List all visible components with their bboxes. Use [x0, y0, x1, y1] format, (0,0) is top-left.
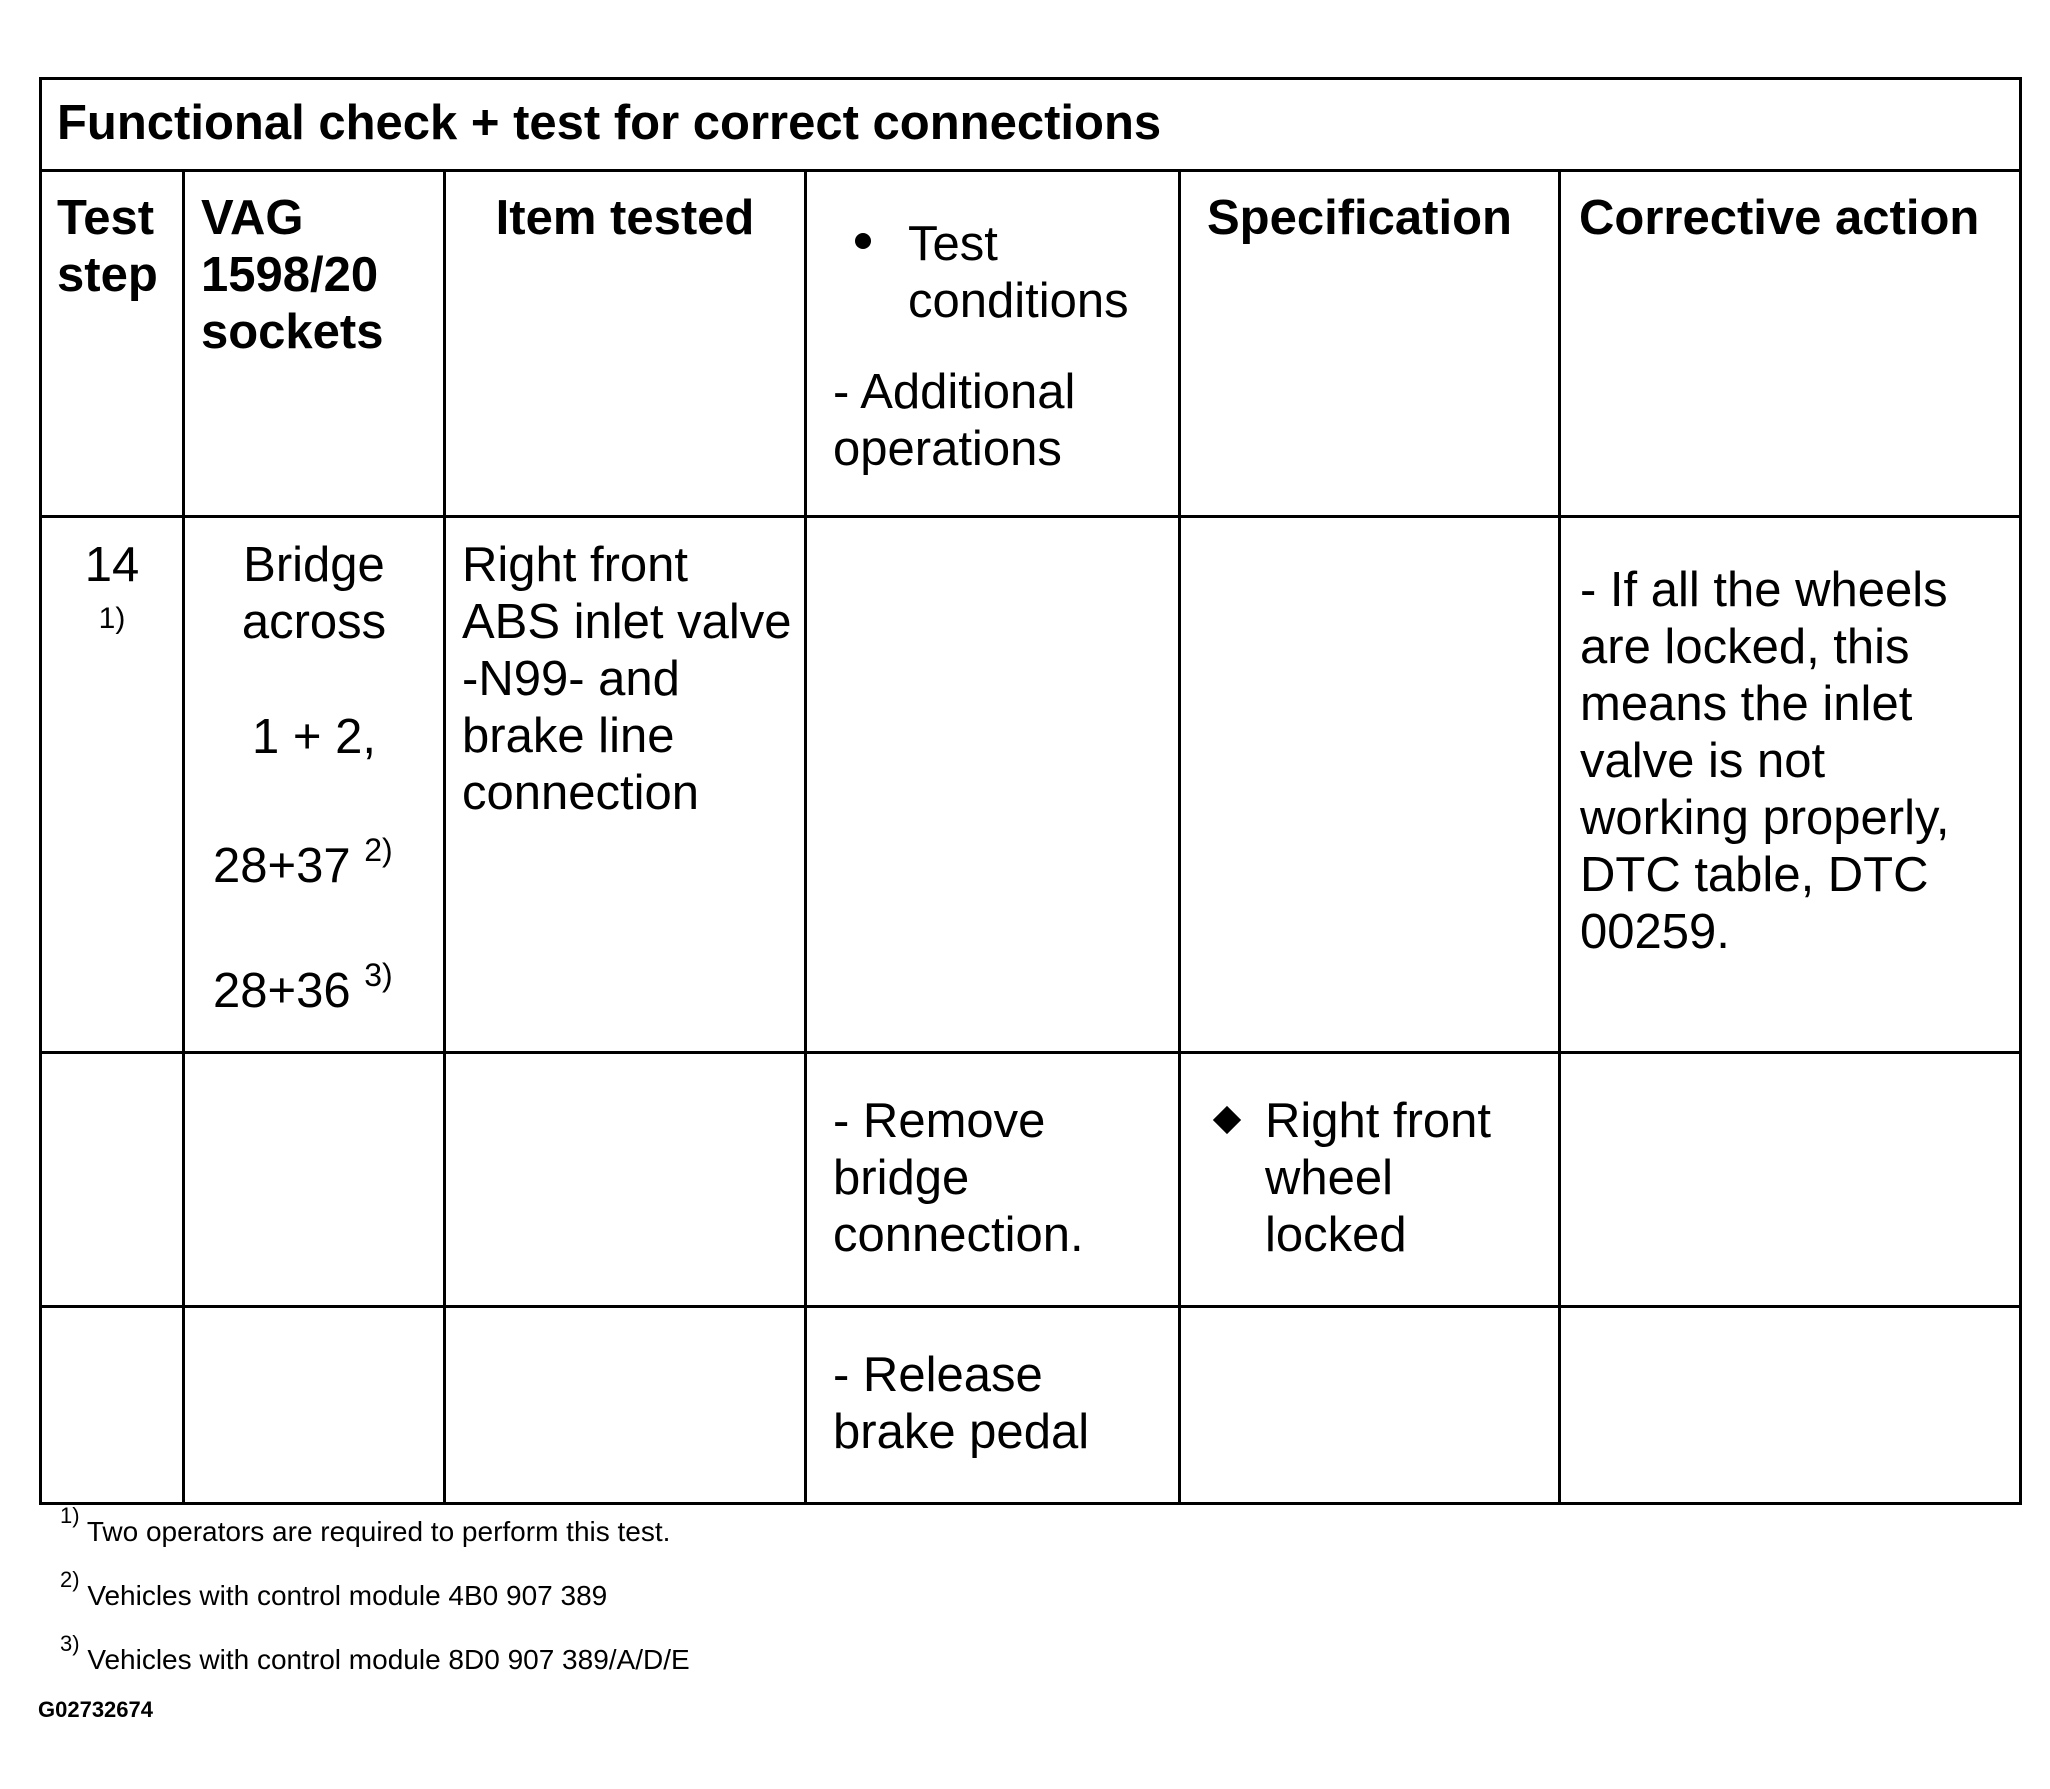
row-divider	[39, 1305, 2022, 1308]
row-divider	[39, 1051, 2022, 1054]
test-step-number: 14	[84, 538, 140, 592]
column-divider	[443, 169, 446, 1505]
header-item-tested: Item tested	[495, 191, 755, 245]
additional-operation-remove-bridge: - Remove bridge connection.	[833, 1094, 1084, 1262]
column-divider	[804, 169, 807, 1505]
test-step-footnote-mark: 1)	[98, 602, 126, 635]
footnote: $^{2)}$ Vehicles with control module 4B0 907 389	[60, 1566, 608, 1611]
corrective-action-text: - If all the wheels are locked, this means the inlet valve is not working properly, DTC table, DTC 00259.	[1580, 563, 1950, 959]
column-divider	[1558, 169, 1561, 1505]
header-divider	[39, 515, 2022, 518]
footnote: $^{3)}$ Vehicles with control module 8D0 907 389/A/D/E	[60, 1630, 690, 1675]
header-test-conditions: Test conditions	[908, 217, 1129, 328]
title-divider	[39, 169, 2022, 172]
sockets-pair-variant: 28+37 $^{2)}$	[213, 831, 393, 893]
item-tested-description: Right front ABS inlet valve -N99- and brake line connection	[462, 538, 792, 820]
header-corrective-action: Corrective action	[1579, 191, 1980, 245]
header-test-step: Test step	[57, 191, 158, 302]
bullet-dot-icon	[855, 233, 871, 249]
column-divider	[182, 169, 185, 1505]
header-specification: Specification	[1207, 191, 1512, 245]
column-divider	[1178, 169, 1181, 1505]
specification-text: Right front wheel locked	[1265, 1094, 1492, 1262]
sockets-pair: 1 + 2,	[252, 710, 376, 764]
sockets-pair-variant: 28+36 $^{3)}$	[213, 956, 393, 1018]
header-additional-operations: - Additional operations	[833, 365, 1076, 476]
sockets-bridge: Bridge across	[241, 538, 387, 649]
figure-id: G02732674	[38, 1697, 153, 1722]
table-title: Functional check + test for correct connections	[57, 96, 1162, 150]
footnote: $^{1)}$ Two operators are required to perform this test.	[60, 1502, 671, 1547]
header-sockets: VAG 1598/20 sockets	[201, 191, 384, 359]
additional-operation-release-pedal: - Release brake pedal	[833, 1348, 1090, 1459]
